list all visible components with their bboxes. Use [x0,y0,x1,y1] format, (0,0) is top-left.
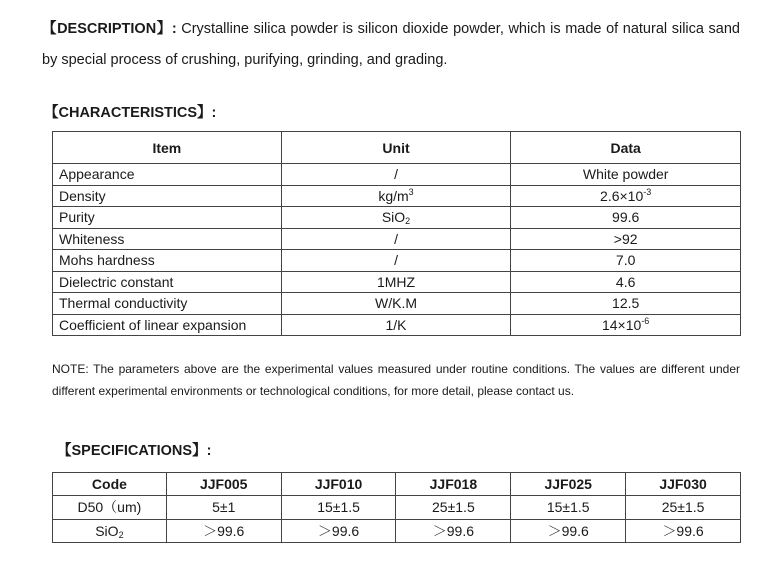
d50-value: 25±1.5 [626,496,741,520]
data-text: 2.6×10 [600,187,644,204]
data-cell: 7.0 [511,250,741,272]
d50-value: 15±1.5 [281,496,396,520]
unit-cell: 1MHZ [281,271,511,293]
table-header-row [53,132,741,164]
table-row [53,519,741,543]
data-superscript: -6 [641,315,650,326]
unit-text: kg/m [378,187,409,204]
header-jjf030: JJF030 [626,473,741,496]
item-cell: Whiteness [53,228,282,250]
item-cell: Thermal conductivity [53,293,282,315]
d50-label: D50（um) [53,496,167,520]
sio2-label-text: SiO [95,522,119,539]
header-unit: Unit [281,132,511,164]
d50-value: 5±1 [166,496,281,520]
data-cell: 99.6 [511,207,741,229]
item-cell: Purity [53,207,282,229]
table-row [53,250,741,272]
unit-cell [281,207,511,229]
table-row [53,293,741,315]
unit-superscript: 3 [408,186,414,197]
sio2-value: ＞99.6 [166,519,281,543]
data-cell: 12.5 [511,293,741,315]
header-jjf025: JJF025 [511,473,626,496]
data-cell [511,314,741,336]
sio2-label [53,519,167,543]
sio2-value: ＞99.6 [396,519,511,543]
sio2-value: ＞99.6 [626,519,741,543]
data-cell: 4.6 [511,271,741,293]
table-row [53,185,741,207]
table-row [53,207,741,229]
characteristics-table [52,131,741,336]
data-text: 14×10 [601,316,642,333]
table-row [53,228,741,250]
characteristics-heading: 【CHARACTERISTICS】: [44,105,217,121]
sio2-value: ＞99.6 [511,519,626,543]
unit-cell [281,185,511,207]
description-paragraph [42,14,740,76]
description-text: Crystalline silica powder is silicon dioxide powder, which is made of natural silica sand by special process of crushing, purifying, grinding, and grading. [42,21,740,68]
header-jjf018: JJF018 [396,473,511,496]
sio2-value: ＞99.6 [281,519,396,543]
table-row [53,314,741,336]
table-row [53,271,741,293]
table-row [53,164,741,186]
specifications-heading: 【SPECIFICATIONS】: [57,443,212,459]
unit-text: SiO [381,209,406,226]
data-cell: >92 [511,228,741,250]
unit-cell: / [281,164,511,186]
note-paragraph: NOTE: The parameters above are the experimental values measured under routine conditions. The values are different under different experimental environments or technological conditions, for more detail, please contact us. [52,362,740,398]
d50-value: 25±1.5 [396,496,511,520]
header-code: Code [53,473,167,496]
unit-cell: 1/K [281,314,511,336]
item-cell: Dielectric constant [53,271,282,293]
data-cell: White powder [511,164,741,186]
item-cell: Density [53,185,282,207]
item-cell: Mohs hardness [53,250,282,272]
description-label: 【DESCRIPTION】: [42,21,177,37]
header-jjf005: JJF005 [166,473,281,496]
item-cell: Coefficient of linear expansion [53,314,282,336]
table-header-row [53,473,741,496]
data-superscript: -3 [643,186,652,197]
unit-cell: W/K.M [281,293,511,315]
unit-cell: / [281,228,511,250]
unit-subscript: 2 [405,216,411,227]
specifications-table [52,472,741,543]
data-cell [511,185,741,207]
unit-cell: / [281,250,511,272]
header-jjf010: JJF010 [281,473,396,496]
header-item: Item [53,132,282,164]
sio2-label-subscript: 2 [118,529,124,540]
item-cell: Appearance [53,164,282,186]
table-row [53,496,741,520]
header-data: Data [511,132,741,164]
d50-value: 15±1.5 [511,496,626,520]
